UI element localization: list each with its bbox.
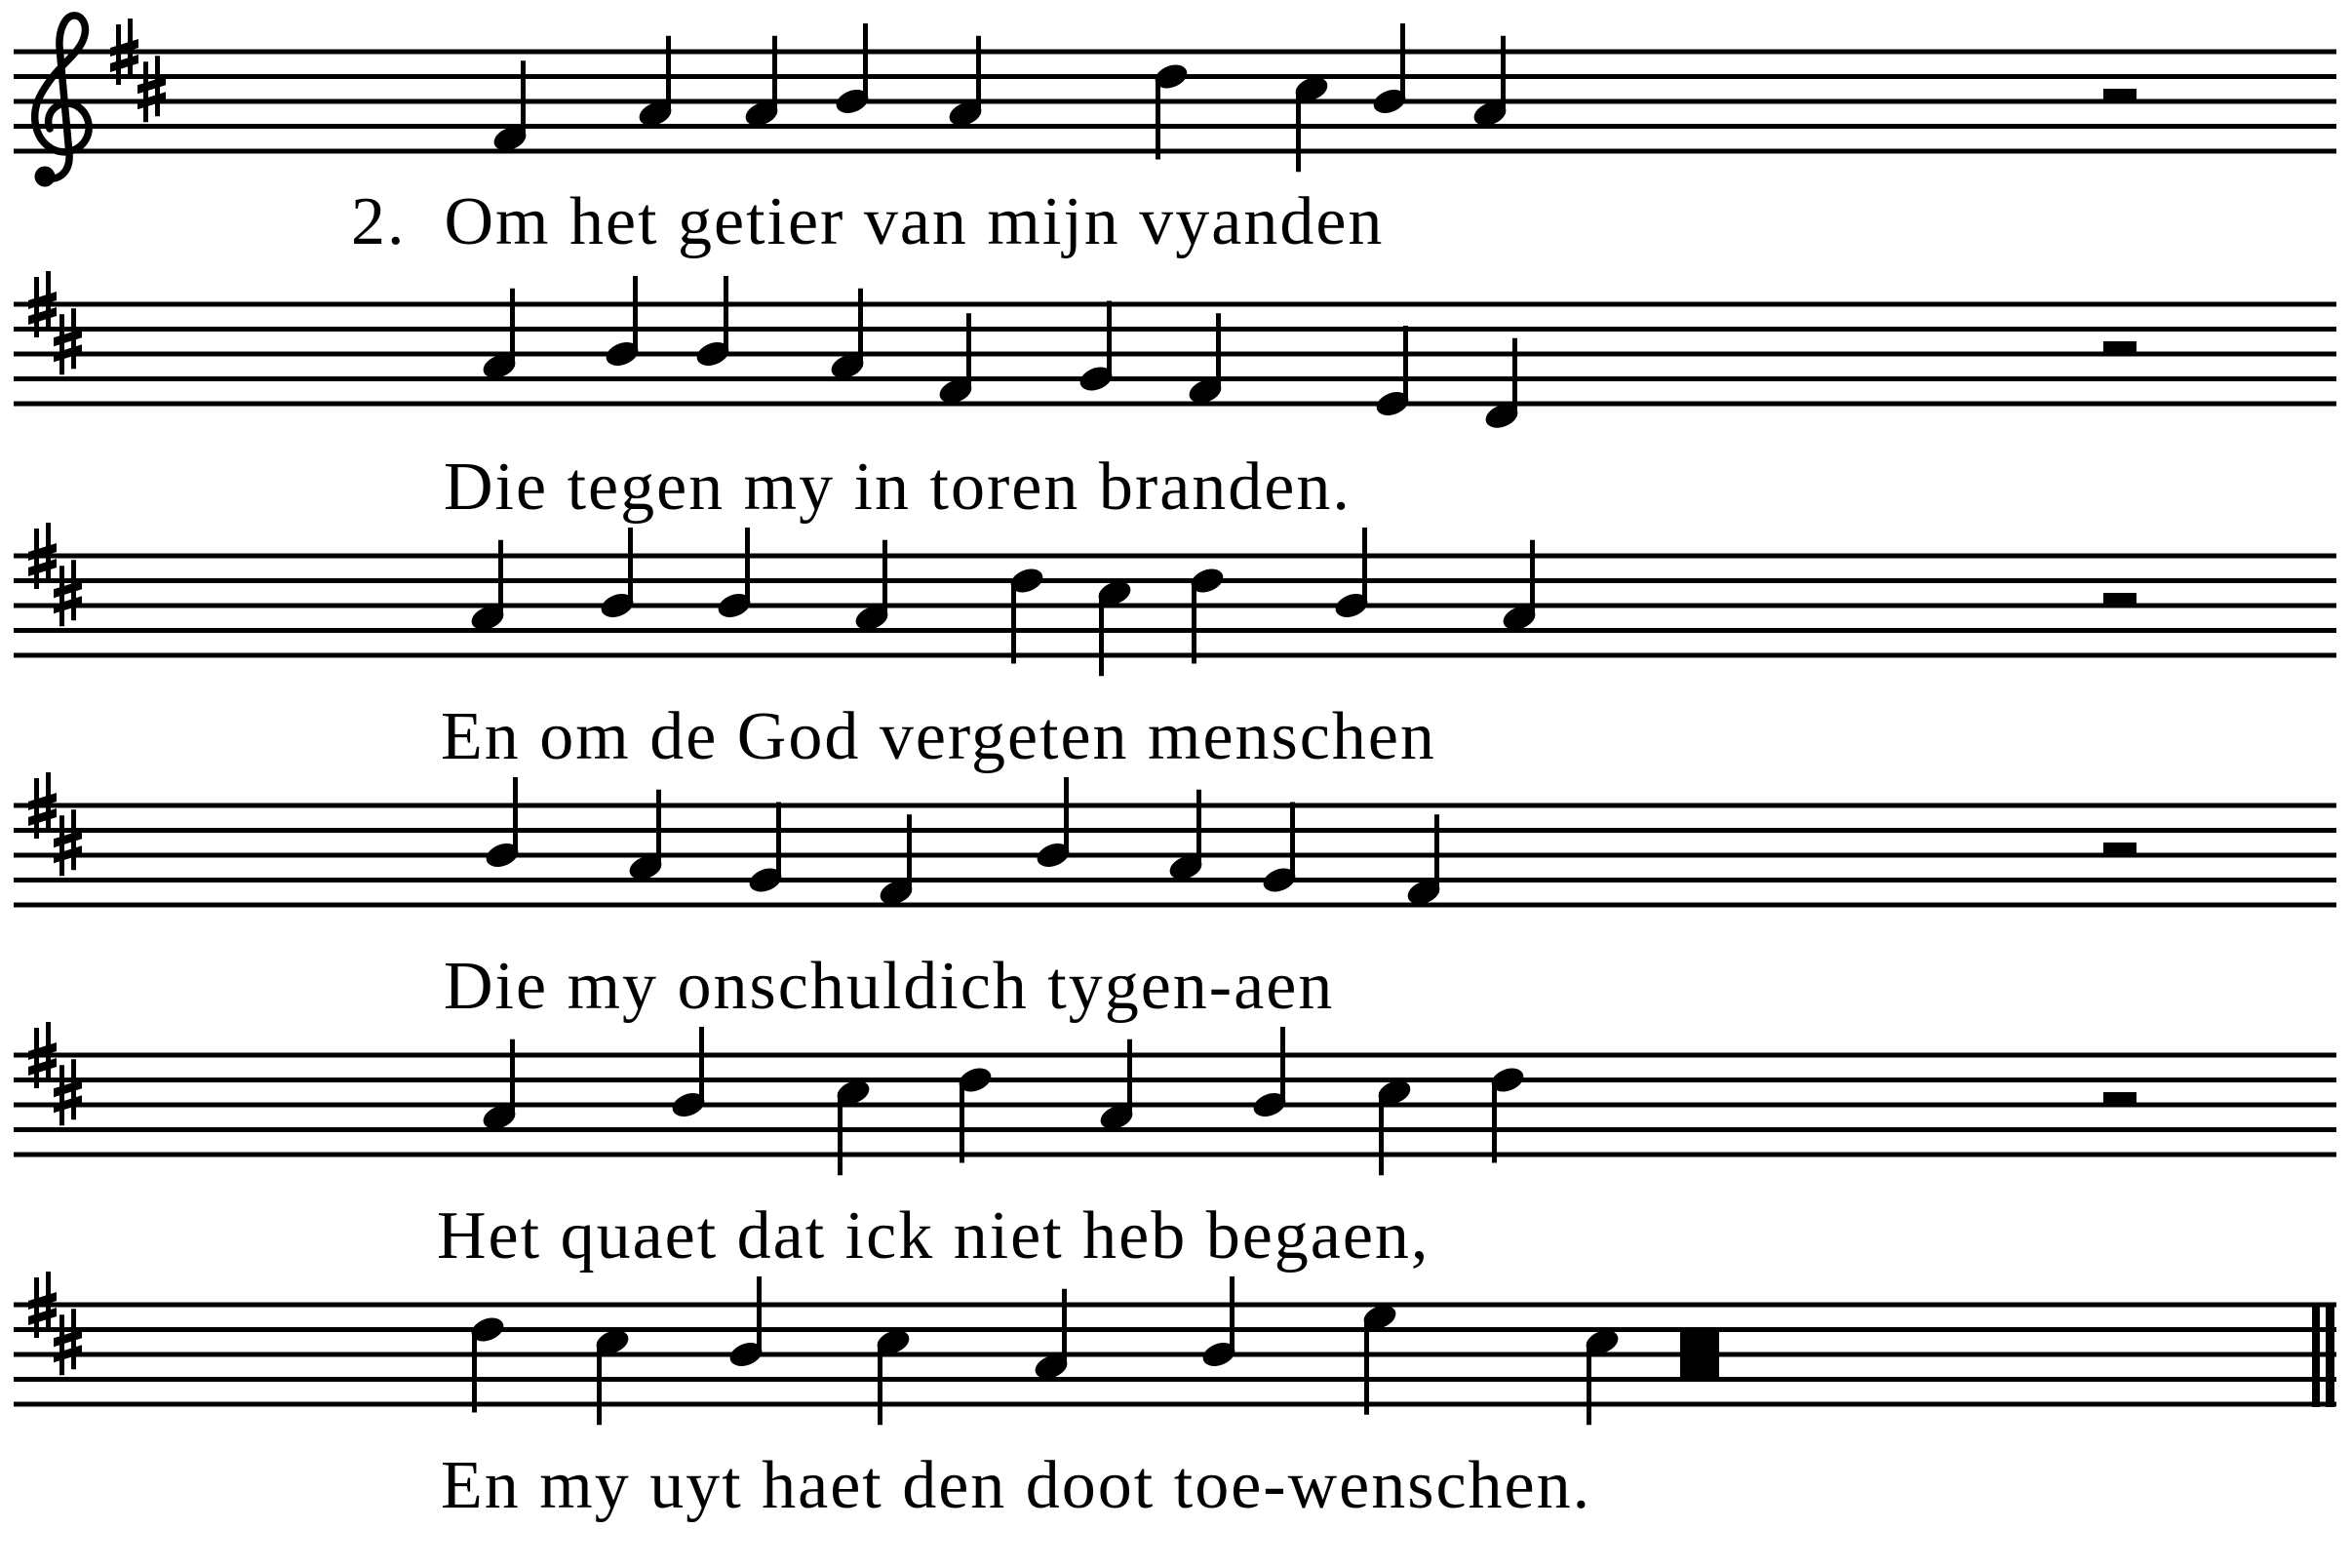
note-stem xyxy=(838,1092,843,1175)
note-d5-quarter xyxy=(1152,60,1191,159)
staff-line xyxy=(14,327,2336,332)
note-stem xyxy=(976,36,981,114)
staff-line xyxy=(14,604,2336,608)
staff-line xyxy=(14,149,2336,154)
long-rest xyxy=(1680,1332,1719,1378)
note-c5-quarter xyxy=(1095,577,1134,676)
staff-line xyxy=(14,352,2336,357)
note-b4-quarter xyxy=(726,1276,765,1370)
note-stem xyxy=(510,289,515,367)
staff-line xyxy=(14,628,2336,633)
note-stem xyxy=(633,276,638,354)
note-g4-quarter xyxy=(1260,803,1299,896)
staff-line xyxy=(14,1127,2336,1132)
sharp-icon xyxy=(137,56,166,122)
note-stem xyxy=(513,777,518,855)
staff-line xyxy=(14,878,2336,882)
note-stem xyxy=(1364,1317,1369,1415)
note-stem xyxy=(1127,1039,1132,1117)
note-stem xyxy=(1403,326,1408,404)
note-stem xyxy=(666,36,671,114)
note-b4-quarter xyxy=(1199,1276,1238,1370)
note-stem xyxy=(907,814,912,892)
staff-3 xyxy=(14,523,2336,676)
note-e4-half xyxy=(1373,326,1412,419)
note-b4-quarter xyxy=(603,276,642,370)
note-c5-half xyxy=(874,1326,913,1425)
lyric-line-6: En my uyt haet den doot toe-wenschen. xyxy=(441,1448,1592,1523)
staff-line xyxy=(14,124,2336,129)
staff-line xyxy=(14,50,2336,55)
lyric-line-3: En om de God vergeten menschen xyxy=(441,699,1436,774)
note-c5-quarter xyxy=(834,1077,873,1175)
staff-line xyxy=(14,554,2336,559)
note-stem xyxy=(1064,777,1069,855)
half-rest xyxy=(2103,89,2136,101)
note-stem xyxy=(472,1330,477,1413)
note-stem xyxy=(858,289,863,367)
note-b4-quarter xyxy=(1250,1027,1289,1120)
note-stem xyxy=(1192,581,1196,664)
note-stem xyxy=(1196,790,1201,868)
staff-line xyxy=(14,804,2336,808)
half-rest xyxy=(2103,843,2136,855)
half-rest xyxy=(2103,1092,2136,1105)
staff-line xyxy=(14,1352,2336,1357)
note-stem xyxy=(656,790,661,868)
note-stem xyxy=(1587,1342,1591,1425)
staff-line xyxy=(14,1402,2336,1407)
note-b4-quarter xyxy=(693,276,732,370)
lyric-line-2: Die tegen my in toren branden. xyxy=(444,450,1352,525)
note-g4-quarter xyxy=(1077,301,1116,395)
note-stem xyxy=(1400,23,1405,101)
staff-line xyxy=(14,653,2336,658)
staff-line xyxy=(14,1153,2336,1157)
note-d5-half xyxy=(956,1064,995,1162)
half-rest xyxy=(2103,593,2136,606)
staff-line xyxy=(14,99,2336,104)
note-b4-quarter xyxy=(598,528,637,621)
note-b4-half xyxy=(1370,23,1409,117)
staff-line xyxy=(14,1377,2336,1382)
note-stem xyxy=(1290,803,1295,881)
note-stem xyxy=(1512,338,1517,416)
staff-line xyxy=(14,1078,2336,1082)
note-stem xyxy=(745,528,750,606)
sharp-icon xyxy=(54,1309,82,1375)
note-d5-half xyxy=(1488,1064,1527,1162)
note-b4-quarter xyxy=(669,1027,708,1120)
note-stem xyxy=(772,36,777,114)
lyric-line-1: 2. Om het getier van mijn vyanden xyxy=(351,184,1385,259)
note-stem xyxy=(597,1342,602,1425)
note-stem xyxy=(1107,301,1112,379)
note-stem xyxy=(521,60,526,138)
note-stem xyxy=(960,1080,964,1163)
staff-6 xyxy=(14,1272,2336,1425)
note-c5-quarter xyxy=(593,1326,632,1425)
note-c5-quarter xyxy=(1292,73,1331,172)
note-stem xyxy=(1492,1080,1497,1163)
staff-line xyxy=(14,1327,2336,1332)
note-b4-half xyxy=(483,777,522,871)
note-g4-quarter xyxy=(746,803,785,896)
staff-line xyxy=(14,1053,2336,1058)
staff-line xyxy=(14,302,2336,307)
sharp-icon xyxy=(54,308,82,374)
note-stem xyxy=(1362,528,1367,606)
note-stem xyxy=(1501,36,1506,114)
note-stem xyxy=(1062,1289,1067,1367)
note-stem xyxy=(498,540,503,618)
note-stem xyxy=(1230,1276,1235,1354)
note-stem xyxy=(1280,1027,1285,1105)
note-d5-quarter xyxy=(1188,565,1227,663)
note-d5-half xyxy=(1007,565,1046,663)
note-stem xyxy=(724,276,728,354)
note-stem xyxy=(776,803,781,881)
note-stem xyxy=(628,528,633,606)
note-stem xyxy=(757,1276,762,1354)
note-stem xyxy=(1296,89,1301,172)
staff-2 xyxy=(14,271,2336,432)
note-stem xyxy=(1156,77,1160,160)
sharp-icon xyxy=(54,560,82,626)
note-b4-quarter xyxy=(715,528,754,621)
note-stem xyxy=(1216,313,1221,391)
note-stem xyxy=(1011,581,1016,664)
note-c5-half xyxy=(1583,1326,1622,1425)
lyric-line-4: Die my onschuldich tygen-aen xyxy=(444,949,1335,1024)
staff-line xyxy=(14,376,2336,381)
staff-1 xyxy=(14,16,2336,187)
note-stem xyxy=(878,1342,882,1425)
note-stem xyxy=(1099,593,1104,676)
note-b4-half xyxy=(1332,528,1371,621)
note-stem xyxy=(966,313,971,391)
staff-line xyxy=(14,1303,2336,1308)
note-stem xyxy=(510,1039,515,1117)
note-b4-half xyxy=(833,23,872,117)
staff-line xyxy=(14,828,2336,833)
sharp-icon xyxy=(54,1059,82,1125)
note-e5-quarter xyxy=(1360,1301,1399,1414)
staff-line xyxy=(14,578,2336,583)
note-b4-half xyxy=(1034,777,1073,871)
note-stem xyxy=(699,1027,704,1105)
lyric-line-5: Het quaet dat ick niet heb begaen, xyxy=(437,1198,1431,1274)
staff-4 xyxy=(14,772,2336,909)
note-stem xyxy=(1379,1092,1384,1175)
staff-line xyxy=(14,1103,2336,1108)
staff-line xyxy=(14,853,2336,858)
note-stem xyxy=(1434,814,1439,892)
staff-line xyxy=(14,402,2336,407)
note-stem xyxy=(882,540,887,618)
note-c5-quarter xyxy=(1375,1077,1414,1175)
note-stem xyxy=(1530,540,1535,618)
note-d5-half xyxy=(468,1313,507,1412)
half-rest xyxy=(2103,341,2136,354)
sharp-icon xyxy=(54,809,82,876)
staff-line xyxy=(14,903,2336,908)
staff-5 xyxy=(14,1022,2336,1175)
note-stem xyxy=(863,23,868,101)
